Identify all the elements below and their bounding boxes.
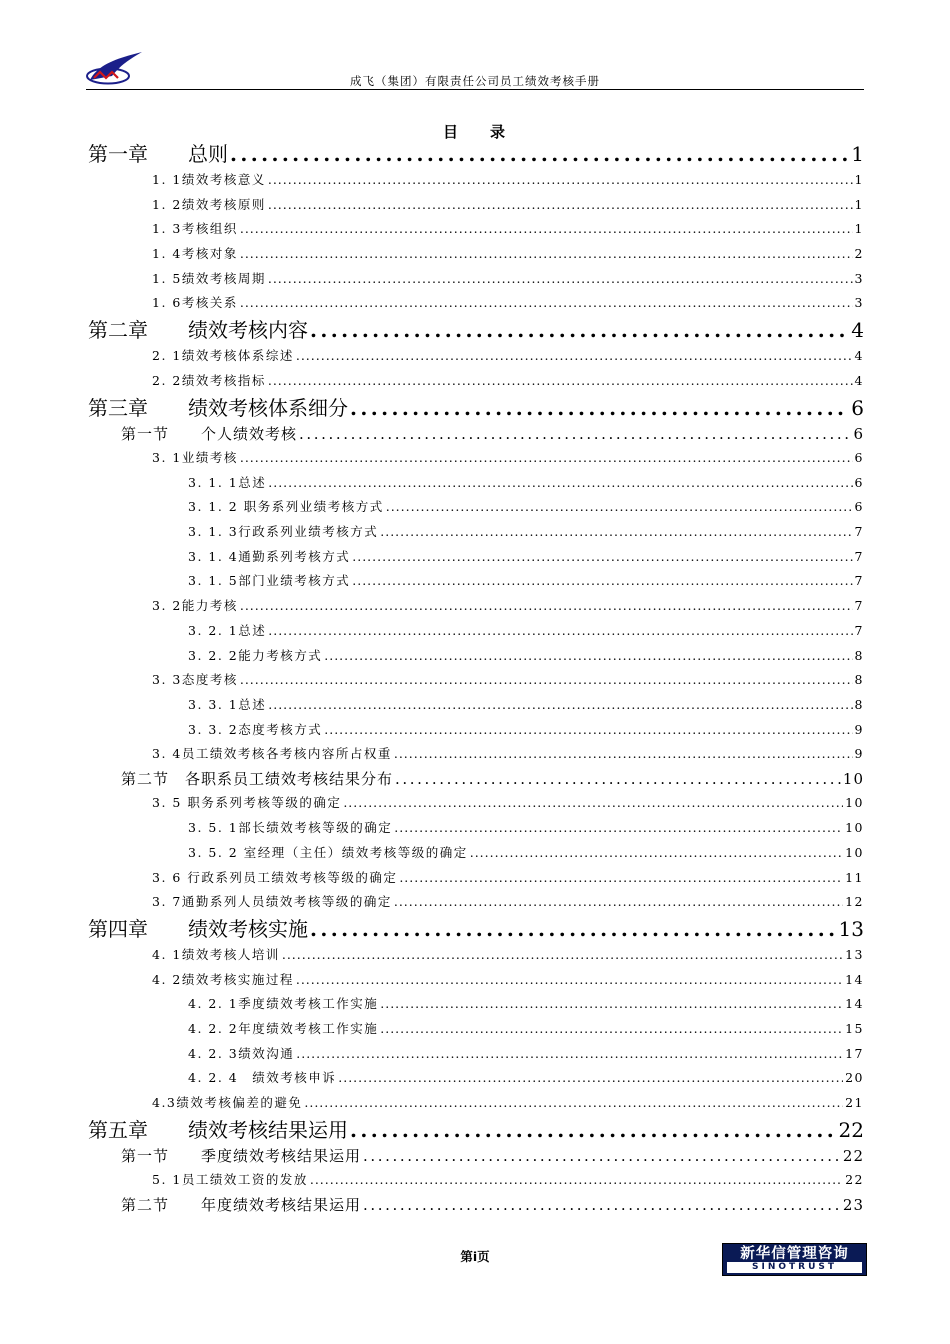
toc-entry[interactable]	[88, 267, 864, 292]
toc-entry-label: 1. 2绩效考核原则	[152, 196, 266, 212]
toc-entry-label: 3. 3. 1总述	[188, 696, 267, 712]
toc-entry-page: 4	[854, 348, 864, 364]
toc-entry[interactable]	[88, 344, 864, 369]
toc-entry-page: 2	[854, 246, 864, 262]
toc-entry-page: 20	[845, 1070, 864, 1086]
table-of-contents	[88, 140, 864, 1217]
toc-entry-page: 17	[845, 1045, 864, 1061]
toc-entry[interactable]	[88, 242, 864, 267]
toc-leader-dots	[296, 344, 853, 369]
toc-entry-label: 3. 3. 2态度考核方式	[188, 721, 323, 737]
toc-leader-dots	[310, 1168, 843, 1193]
toc-entry-page: 6	[854, 499, 864, 515]
toc-entry-label: 第四章 绩效考核实施	[88, 916, 308, 941]
toc-entry-label: 3. 4员工绩效考核各考核内容所占权重	[152, 746, 392, 762]
toc-entry-page: 23	[842, 1195, 864, 1214]
toc-entry-page: 4	[854, 372, 864, 388]
toc-leader-dots	[310, 915, 837, 943]
toc-leader-dots	[470, 841, 843, 866]
toc-entry-label: 1. 3考核组织	[152, 221, 238, 237]
toc-entry-page: 4	[851, 318, 864, 343]
toc-entry-page: 15	[845, 1020, 864, 1036]
toc-entry-label: 4. 2. 1季度绩效考核工作实施	[188, 996, 379, 1012]
toc-entry-label: 第二章 绩效考核内容	[88, 318, 308, 343]
toc-entry[interactable]	[88, 1193, 864, 1218]
toc-entry-page: 9	[854, 721, 864, 737]
toc-entry[interactable]	[88, 968, 864, 993]
toc-entry-page: 21	[845, 1095, 864, 1110]
toc-entry[interactable]	[88, 791, 864, 816]
toc-entry-page: 3	[854, 295, 864, 311]
toc-leader-dots	[240, 291, 853, 316]
toc-entry[interactable]	[88, 890, 864, 915]
toc-leader-dots	[299, 422, 851, 447]
toc-entry-page: 8	[854, 672, 864, 688]
toc-entry[interactable]	[88, 841, 864, 866]
toc-entry-label: 第五章 绩效考核结果运用	[88, 1117, 348, 1142]
toc-entry-page: 22	[838, 1117, 864, 1142]
toc-entry[interactable]	[88, 569, 864, 594]
toc-entry-page: 22	[845, 1172, 864, 1188]
toc-entry-page: 10	[845, 844, 864, 860]
toc-entry-page: 10	[845, 820, 864, 836]
toc-entry-page: 1	[854, 196, 864, 212]
toc-entry-page: 6	[851, 395, 864, 420]
toc-entry-page: 14	[845, 971, 864, 987]
toc-leader-dots	[324, 718, 852, 743]
toc-entry-label: 4. 2. 4 绩效考核申诉	[188, 1070, 337, 1086]
toc-entry[interactable]	[88, 316, 864, 344]
toc-entry-label: 4. 1绩效考核人培训	[152, 946, 280, 962]
toc-entry-label: 第三章 绩效考核体系细分	[88, 395, 348, 420]
toc-leader-dots	[324, 644, 852, 669]
toc-entry-page: 7	[854, 524, 864, 540]
toc-entry[interactable]	[88, 140, 864, 168]
toc-entry-page: 3	[854, 270, 864, 286]
toc-entry-label: 5. 1员工绩效工资的发放	[152, 1172, 308, 1188]
toc-entry-page: 7	[854, 622, 864, 638]
toc-entry[interactable]	[88, 446, 864, 471]
toc-entry-page: 8	[854, 647, 864, 663]
toc-entry-label: 3. 1. 2 职务系列业绩考核方式	[188, 499, 384, 515]
toc-leader-dots	[394, 742, 853, 767]
toc-entry-label: 4. 2. 2年度绩效考核工作实施	[188, 1020, 379, 1036]
toc-entry[interactable]	[88, 992, 864, 1017]
toc-entry-label: 1. 4考核对象	[152, 246, 238, 262]
toc-entry[interactable]	[88, 471, 864, 496]
toc-entry-label: 4. 2绩效考核实施过程	[152, 971, 294, 987]
toc-entry-page: 1	[854, 172, 864, 187]
toc-heading-left: 目	[442, 123, 460, 141]
toc-entry-label: 3. 5 职务系列考核等级的确定	[152, 795, 342, 811]
toc-entry-label: 1. 5绩效考核周期	[152, 270, 266, 286]
toc-entry[interactable]	[88, 1116, 864, 1144]
toc-entry[interactable]	[88, 1144, 864, 1169]
toc-leader-dots	[282, 943, 843, 968]
toc-leader-dots	[240, 242, 853, 267]
toc-entry-page: 1	[851, 142, 864, 166]
toc-entry-label: 3. 2能力考核	[152, 598, 238, 614]
toc-entry-label: 2. 2绩效考核指标	[152, 372, 266, 388]
toc-entry-label: 3. 7通勤系列人员绩效考核等级的确定	[152, 894, 392, 910]
toc-entry[interactable]	[88, 193, 864, 218]
toc-entry[interactable]	[88, 495, 864, 520]
brand-name-cn: 新华信管理咨询	[740, 1246, 849, 1262]
toc-entry-label: 3. 1. 1总述	[188, 474, 267, 490]
toc-entry[interactable]	[88, 520, 864, 545]
toc-entry-label: 第一节 季度绩效考核结果运用	[121, 1146, 362, 1165]
toc-entry[interactable]	[88, 168, 864, 193]
toc-leader-dots	[240, 668, 853, 693]
page-number: 第i页	[460, 1249, 490, 1264]
toc-entry-label: 3. 2. 1总述	[188, 622, 267, 638]
toc-entry[interactable]	[88, 394, 864, 422]
toc-leader-dots	[268, 619, 852, 644]
toc-entry-page: 11	[845, 869, 864, 885]
toc-entry-label: 3. 5. 1部长绩效考核等级的确定	[188, 820, 393, 836]
toc-entry-page: 13	[845, 946, 864, 962]
toc-entry-page: 9	[854, 746, 864, 762]
toc-entry-label: 4. 2. 3绩效沟通	[188, 1045, 295, 1061]
toc-entry-page: 10	[845, 795, 864, 811]
toc-entry[interactable]	[88, 915, 864, 943]
toc-leader-dots	[268, 369, 853, 394]
toc-leader-dots	[350, 1116, 837, 1144]
toc-entry[interactable]	[88, 619, 864, 644]
toc-entry[interactable]	[88, 668, 864, 693]
toc-entry-label: 第二节 各职系员工绩效考核结果分布	[121, 769, 394, 788]
toc-leader-dots	[268, 193, 853, 218]
toc-leader-dots	[304, 1091, 843, 1116]
toc-entry-label: 3. 1. 5部门业绩考核方式	[188, 573, 351, 589]
toc-entry[interactable]	[88, 545, 864, 570]
toc-heading-right: 录	[490, 123, 508, 141]
toc-leader-dots	[399, 866, 843, 891]
toc-entry[interactable]	[88, 1168, 864, 1193]
toc-entry-label: 3. 2. 2能力考核方式	[188, 647, 323, 663]
toc-leader-dots	[352, 545, 852, 570]
toc-leader-dots	[338, 1066, 843, 1091]
toc-entry-page: 7	[854, 573, 864, 589]
toc-leader-dots	[268, 693, 852, 718]
toc-leader-dots	[350, 394, 849, 422]
toc-entry[interactable]	[88, 718, 864, 743]
toc-leader-dots	[395, 767, 841, 792]
toc-entry-page: 7	[854, 548, 864, 564]
toc-leader-dots	[240, 594, 853, 619]
toc-leader-dots	[386, 495, 853, 520]
toc-entry[interactable]	[88, 1091, 864, 1116]
toc-entry[interactable]	[88, 644, 864, 669]
toc-leader-dots	[380, 520, 852, 545]
toc-leader-dots	[240, 446, 853, 471]
toc-leader-dots	[394, 890, 843, 915]
toc-entry-label: 3. 6 行政系列员工绩效考核等级的确定	[152, 869, 398, 885]
toc-entry-label: 3. 1. 4通勤系列考核方式	[188, 548, 351, 564]
toc-entry[interactable]	[88, 594, 864, 619]
toc-entry[interactable]	[88, 693, 864, 718]
toc-entry-page: 6	[853, 424, 864, 443]
toc-entry-label: 2. 1绩效考核体系综述	[152, 348, 294, 364]
toc-entry-label: 1. 6考核关系	[152, 295, 238, 311]
toc-entry-label: 3. 5. 2 室经理（主任）绩效考核等级的确定	[188, 844, 468, 860]
toc-entry[interactable]	[88, 1066, 864, 1091]
toc-entry-page: 6	[854, 474, 864, 490]
toc-entry-page: 6	[854, 450, 864, 465]
toc-entry[interactable]	[88, 1042, 864, 1067]
toc-entry[interactable]	[88, 422, 864, 447]
toc-leader-dots	[230, 140, 849, 168]
toc-leader-dots	[268, 267, 853, 292]
toc-entry[interactable]	[88, 816, 864, 841]
toc-leader-dots	[296, 968, 843, 993]
toc-entry[interactable]	[88, 943, 864, 968]
toc-entry-page: 13	[838, 916, 864, 941]
toc-entry-label: 第一章 总则	[88, 142, 228, 166]
brand-name-en: SINOTRUST	[727, 1262, 862, 1273]
toc-entry-label: 第一节 个人绩效考核	[121, 424, 298, 443]
toc-leader-dots	[363, 1193, 841, 1218]
toc-entry-page: 7	[854, 598, 864, 614]
header-divider	[86, 89, 864, 90]
toc-entry-page: 14	[845, 996, 864, 1012]
toc-entry-label: 1. 1绩效考核意义	[152, 172, 266, 187]
toc-entry-label: 第二节 年度绩效考核结果运用	[121, 1195, 362, 1214]
document-header-title: 成飞（集团）有限责任公司员工绩效考核手册	[350, 74, 600, 88]
toc-entry-page: 10	[842, 769, 864, 788]
toc-leader-dots	[380, 1017, 843, 1042]
toc-entry-label: 3. 1业绩考核	[152, 450, 238, 465]
toc-entry-page: 22	[842, 1146, 864, 1165]
toc-leader-dots	[363, 1144, 841, 1169]
toc-leader-dots	[268, 168, 853, 193]
toc-entry-label: 3. 1. 3行政系列业绩考核方式	[188, 524, 379, 540]
toc-entry[interactable]	[88, 866, 864, 891]
toc-leader-dots	[352, 569, 852, 594]
toc-entry[interactable]	[88, 369, 864, 394]
toc-leader-dots	[268, 471, 852, 496]
toc-entry[interactable]	[88, 291, 864, 316]
toc-entry-page: 12	[845, 894, 864, 910]
toc-entry-page: 8	[854, 696, 864, 712]
toc-leader-dots	[240, 217, 853, 242]
toc-heading	[0, 121, 950, 142]
toc-leader-dots	[394, 816, 843, 841]
toc-entry-page: 1	[854, 221, 864, 237]
toc-entry[interactable]	[88, 1017, 864, 1042]
toc-leader-dots	[380, 992, 843, 1017]
toc-entry[interactable]	[88, 742, 864, 767]
toc-entry[interactable]	[88, 217, 864, 242]
toc-leader-dots	[343, 791, 843, 816]
toc-leader-dots	[310, 316, 849, 344]
toc-entry-label: 3. 3态度考核	[152, 672, 238, 688]
toc-entry-label: 4.3绩效考核偏差的避免	[152, 1095, 303, 1110]
consulting-brand-logo	[722, 1243, 867, 1276]
toc-entry[interactable]	[88, 767, 864, 792]
toc-leader-dots	[296, 1042, 843, 1067]
